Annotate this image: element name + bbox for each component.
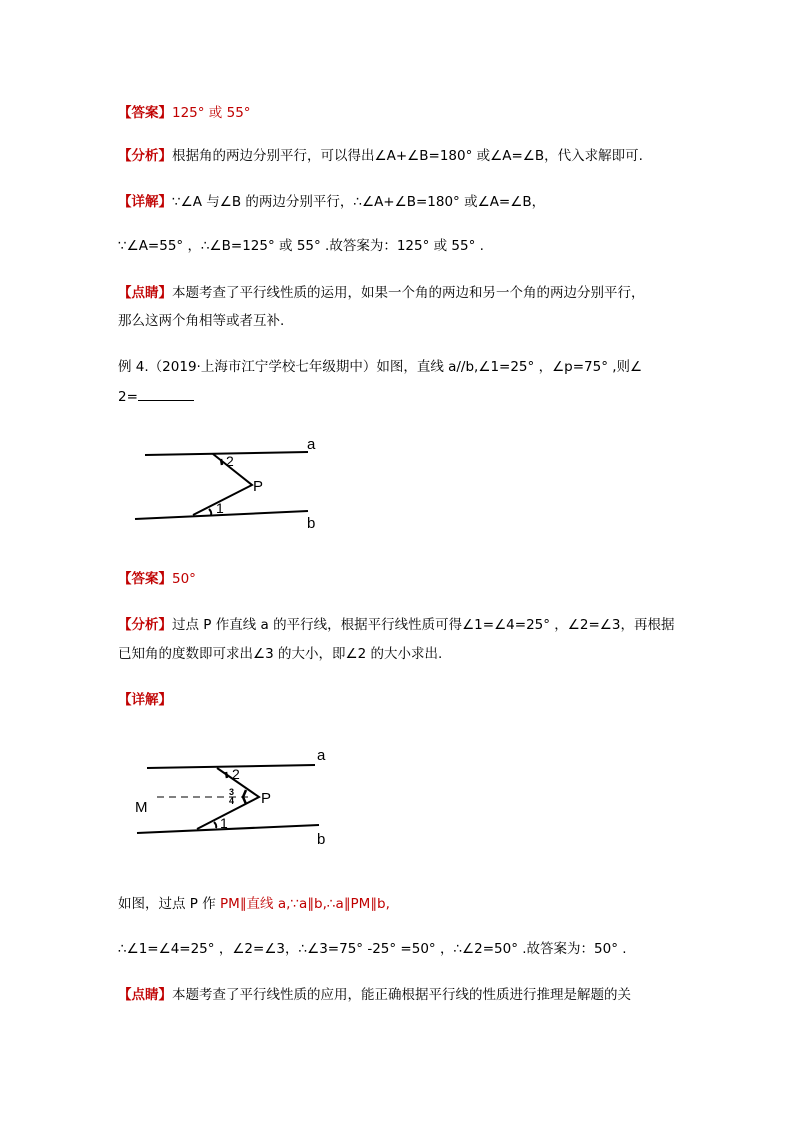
example-4-line-2 xyxy=(118,386,194,407)
detail-tag: 【详解】 xyxy=(118,194,172,210)
detail-tag-2: 【详解】 xyxy=(118,692,172,708)
detail-line-2 xyxy=(118,236,484,256)
label-m: M xyxy=(135,799,148,816)
label-b-2: b xyxy=(317,831,326,848)
detail-text-2a-prefix: 如图，过点 P 作 xyxy=(118,896,221,912)
label-angle-3: 3 xyxy=(229,787,235,797)
analysis-tag-2: 【分析】 xyxy=(118,617,172,633)
comment-line-1 xyxy=(118,283,645,303)
answer-text-2: 50° xyxy=(172,571,196,587)
comment-text-2: 那么这两个角相等或者互补. xyxy=(118,313,285,329)
comment-text-1: 本题考查了平行线性质的运用，如果一个角的两边和另一个角的两边分别平行， xyxy=(172,285,645,301)
angle-2-arc xyxy=(221,459,222,465)
detail-line-2b xyxy=(118,939,627,959)
line-b-2 xyxy=(137,825,319,833)
analysis-line-1 xyxy=(118,146,643,166)
label-b: b xyxy=(307,515,316,532)
answer-blank xyxy=(138,386,194,401)
detail-line-1 xyxy=(118,192,545,212)
analysis-text: 根据角的两边分别平行，可以得出∠A+∠B=180° 或∠A=∠B，代入求解即可. xyxy=(172,148,643,164)
detail-text-1: ∵∠A 与∠B 的两边分别平行，∴∠A+∠B=180° 或∠A=∠B， xyxy=(172,194,546,210)
angle-1-arc-2 xyxy=(214,822,216,828)
comment-tag: 【点睛】 xyxy=(118,285,172,301)
analysis-text-2b: 已知角的度数即可求出∠3 的大小，即∠2 的大小求出. xyxy=(118,646,443,662)
label-angle-4: 4 xyxy=(229,796,235,806)
label-p-2: P xyxy=(261,790,272,807)
label-angle-1: 1 xyxy=(216,500,224,516)
label-p: P xyxy=(253,478,264,495)
label-a: a xyxy=(307,436,316,453)
analysis-line-2a xyxy=(118,615,675,635)
example-4-line-1 xyxy=(118,357,642,377)
line-a-2 xyxy=(147,765,315,768)
analysis-text-2a: 过点 P 作直线 a 的平行线，根据平行线性质可得∠1=∠4=25° ，∠2=∠3，再根据 xyxy=(172,617,675,633)
detail-text-2a-red: PM∥直线 a,∵a∥b,∴a∥PM∥b, xyxy=(220,896,390,912)
detail-text-2: ∵∠A=55° ，∴∠B=125° 或 55° .故答案为：125° 或 55° . xyxy=(118,238,484,254)
answer-line-2 xyxy=(118,569,196,589)
answer-text: 125° 或 55° xyxy=(172,105,251,121)
example-4-text-2: 2= xyxy=(118,389,138,405)
comment-tag-2: 【点睛】 xyxy=(118,987,172,1003)
comment-text-2a: 本题考查了平行线性质的应用，能正确根据平行线的性质进行推理是解题的关 xyxy=(172,987,631,1003)
detail-header-2 xyxy=(118,690,172,710)
label-angle-2-b: 2 xyxy=(232,766,240,782)
label-angle-2: 2 xyxy=(226,453,234,469)
detail-line-2a xyxy=(118,894,390,914)
detail-text-2b: ∴∠1=∠4=25° ，∠2=∠3，∴∠3=75° -25° =50° ，∴∠2=50° .故答案为：50° . xyxy=(118,941,627,957)
label-a-2: a xyxy=(317,747,326,764)
comment-line-2 xyxy=(118,311,284,331)
analysis-tag: 【分析】 xyxy=(118,148,172,164)
parallel-lines-figure-1 xyxy=(125,428,335,538)
answer-line-1 xyxy=(118,103,251,123)
analysis-line-2b xyxy=(118,644,442,664)
answer-tag: 【答案】 xyxy=(118,105,172,121)
comment-line-2a xyxy=(118,985,631,1005)
answer-tag-2: 【答案】 xyxy=(118,571,172,587)
angle-2-arc-2 xyxy=(226,772,227,778)
example-4-text-1: 例 4.（2019·上海市江宁学校七年级期中）如图，直线 a//b,∠1=25° ，∠p=75° ,则∠ xyxy=(118,359,643,375)
label-angle-1-b: 1 xyxy=(220,815,228,831)
angle-1-arc xyxy=(209,509,211,515)
parallel-lines-figure-2 xyxy=(125,740,340,855)
